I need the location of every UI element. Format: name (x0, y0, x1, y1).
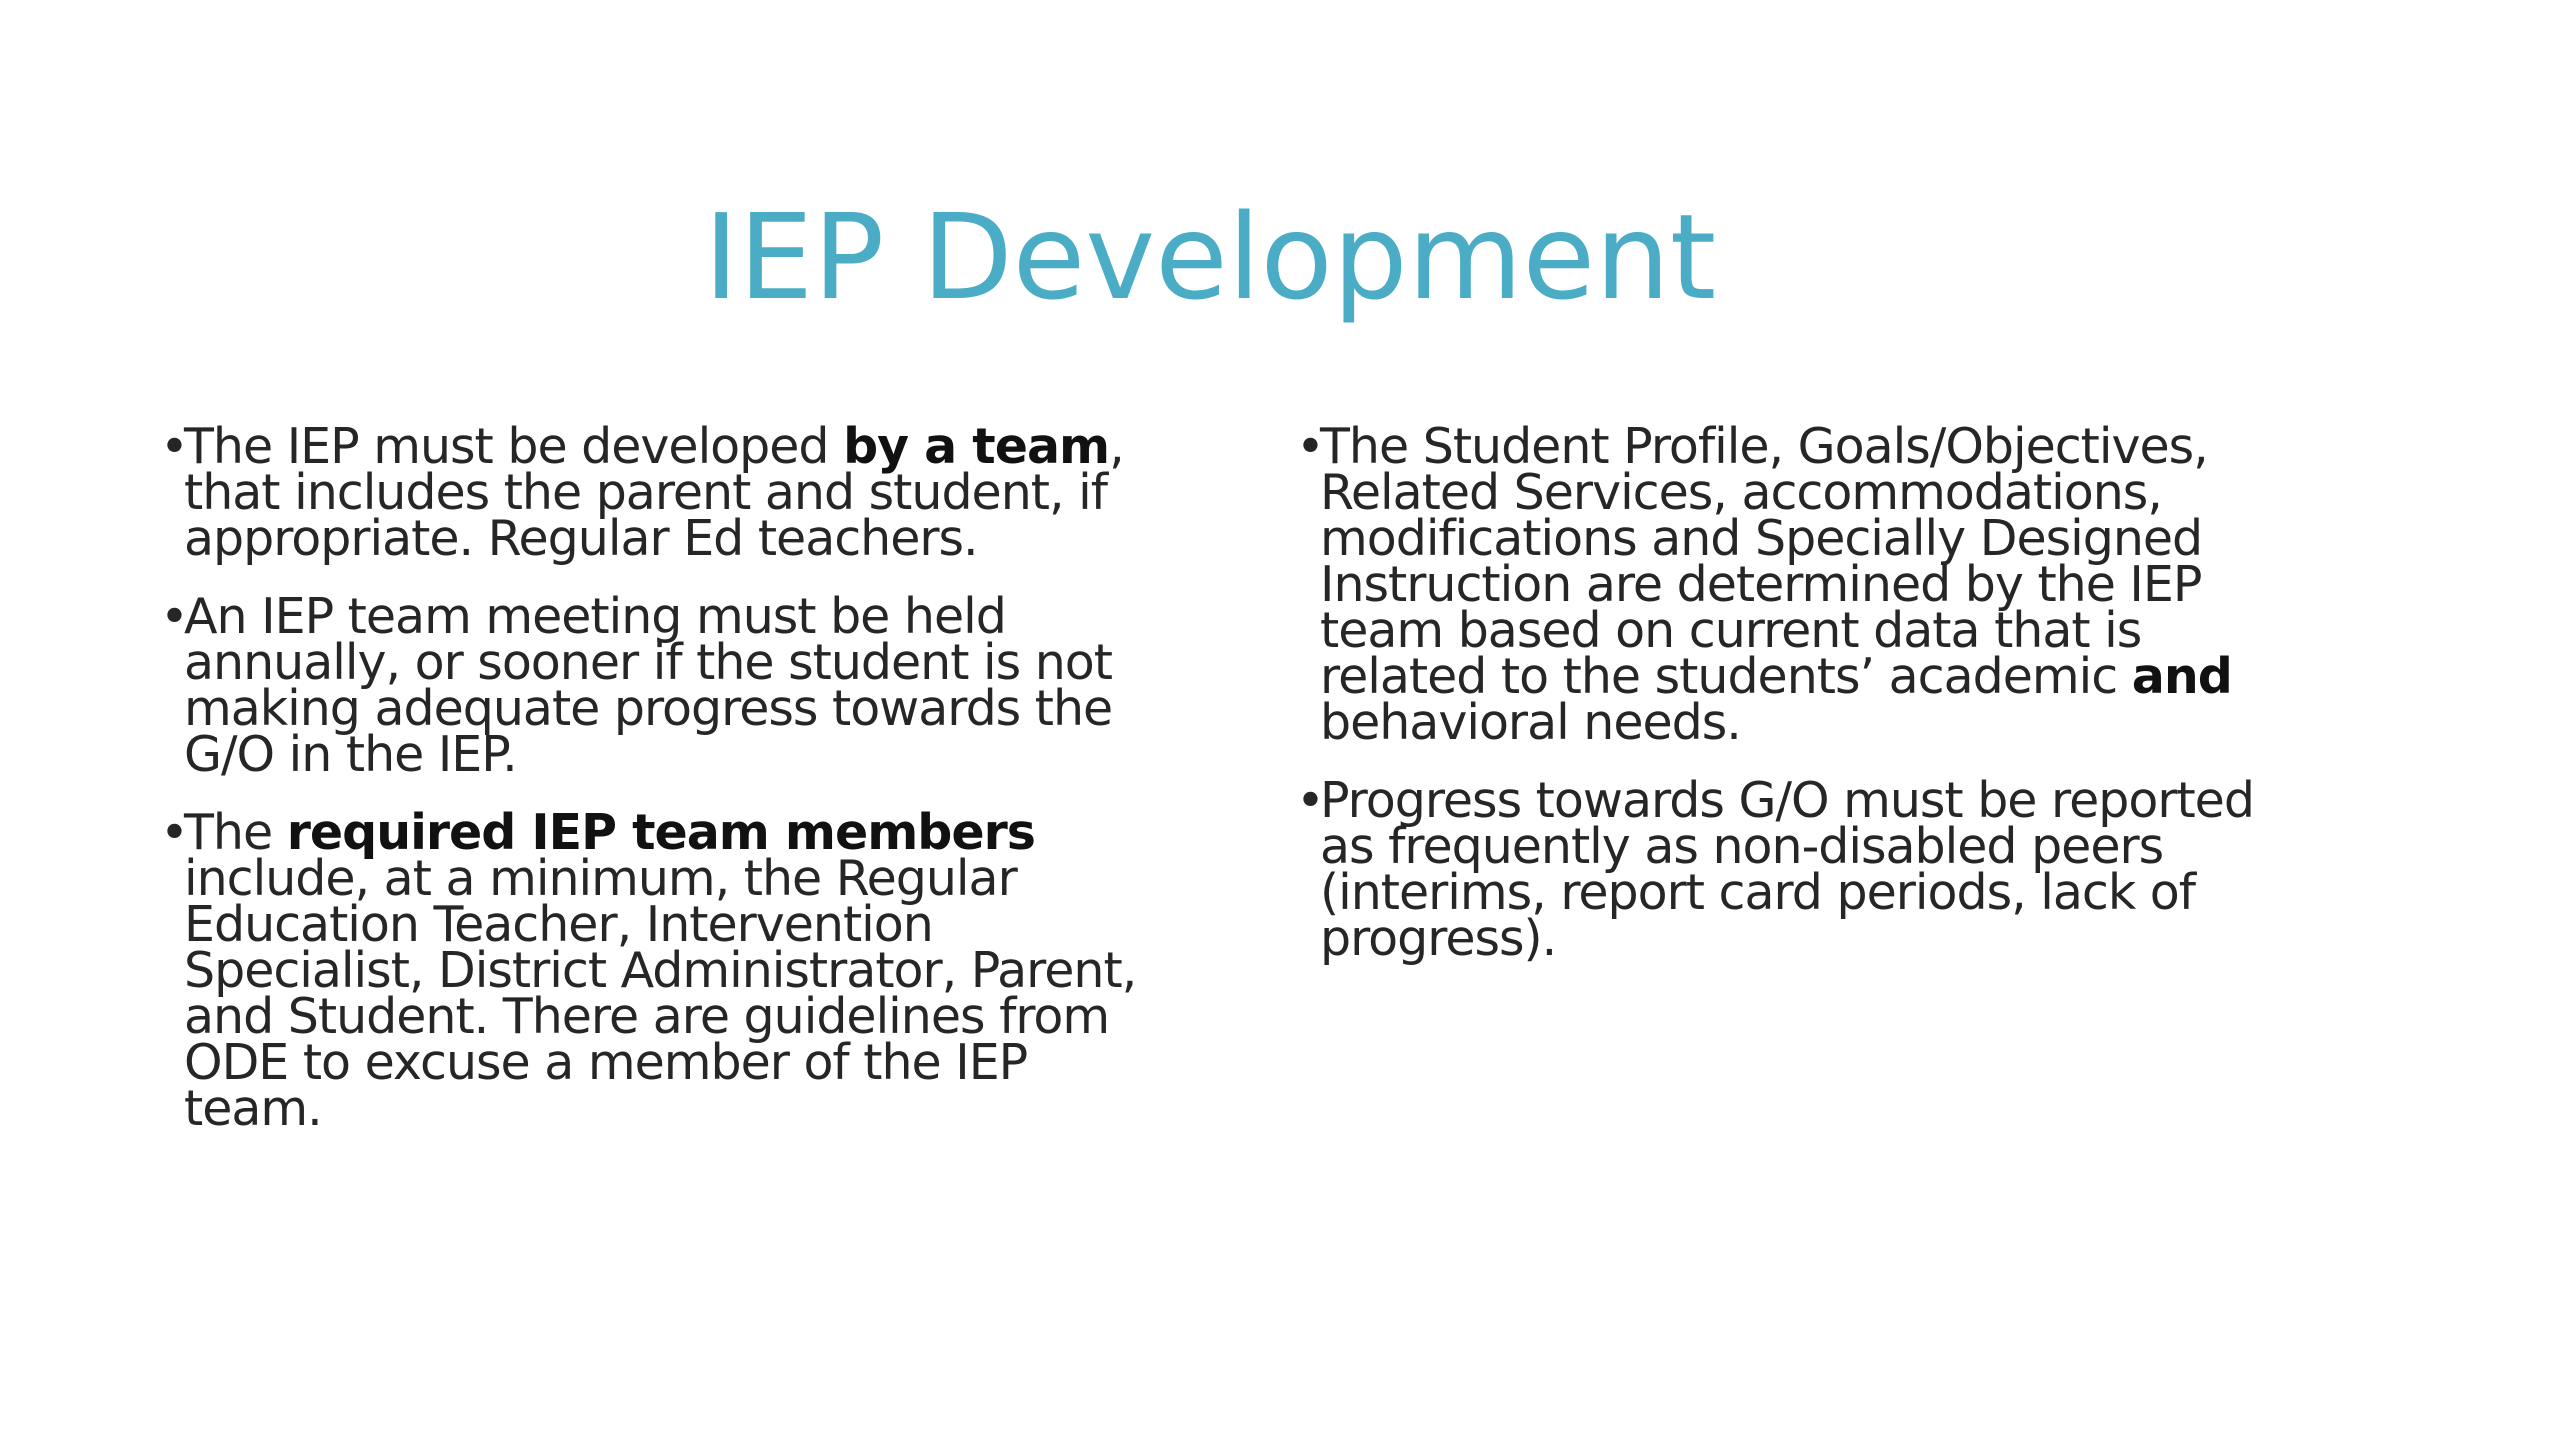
bullet-text: An IEP team meeting must be held annually, or sooner if the student is not making adequate progress towards the G/O in the IEP. (184, 588, 1113, 783)
bullet-item (1296, 772, 2276, 967)
bullet-text: behavioral needs. (1320, 694, 1741, 751)
bullet-dot: • (1296, 772, 1324, 829)
bullet-text: Progress towards G/O must be reported as frequently as non-disabled peers (interims, report card periods, lack of progress). (1320, 772, 2254, 967)
slide-title: IEP Development (703, 188, 1717, 326)
bullet-dot: • (160, 588, 188, 645)
bullet-dot: • (160, 804, 188, 861)
bullet-emphasis: required IEP team members (286, 804, 1035, 861)
bullet-text: The Student Profile, Goals/Objectives, Related Services, accommodations, modifications and Specially Designed Instruction are determined by the IEP team based on current data that is related to the students’ academic (1320, 418, 2208, 705)
bullet-item (160, 588, 1160, 783)
right-column (1296, 418, 2276, 994)
bullet-text: , that includes the parent and student, if appropriate. Regular Ed teachers. (184, 418, 1124, 567)
bullet-item (160, 418, 1160, 567)
bullet-emphasis: by a team (843, 418, 1110, 475)
left-column (160, 418, 1160, 1164)
bullet-item (160, 804, 1160, 1137)
bullet-text: The IEP must be developed (184, 418, 844, 475)
bullet-item (1296, 418, 2276, 751)
bullet-dot: • (160, 418, 188, 475)
bullet-text: include, at a minimum, the Regular Education Teacher, Intervention Specialist, District Administrator, Parent, and Student. There are guidelines from ODE to excuse a member of the IEP team. (184, 850, 1137, 1137)
bullet-dot: • (1296, 418, 1324, 475)
bullet-text: The (184, 804, 287, 861)
bullet-emphasis: and (2131, 648, 2232, 705)
